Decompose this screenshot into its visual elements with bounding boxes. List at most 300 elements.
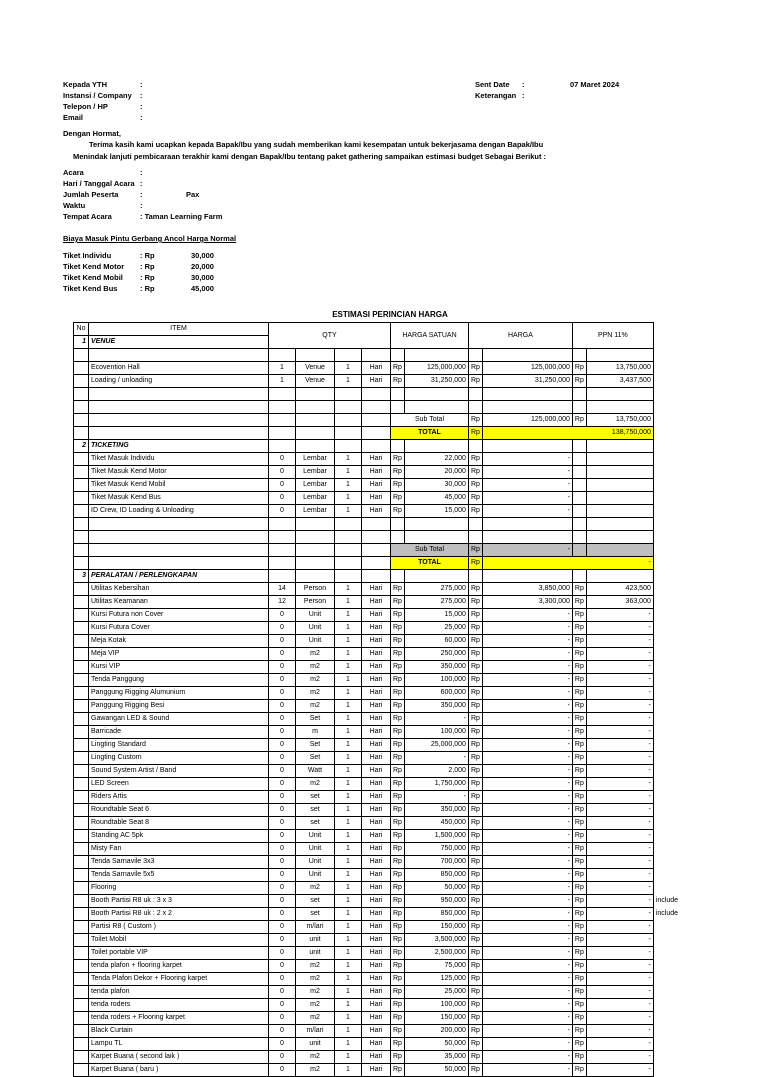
note [653,635,689,648]
price: - [482,817,572,830]
currency: Rp [572,1064,586,1077]
qty-value: 0 [269,817,296,830]
empty-cell [586,570,653,583]
ppn: - [586,882,653,895]
duration-unit: Hari [362,843,391,856]
currency: Rp [572,661,586,674]
qty-unit: m2 [296,1064,335,1077]
ppn: - [586,661,653,674]
qty-unit: m2 [296,999,335,1012]
ppn: - [586,648,653,661]
qty-unit: m2 [296,960,335,973]
currency: Rp [572,804,586,817]
qty-value: 0 [269,895,296,908]
currency: Rp [391,869,405,882]
qty-value: 0 [269,466,296,479]
table-row [74,752,690,765]
duration-value: 1 [335,687,362,700]
duration-unit: Hari [362,934,391,947]
empty-cell [586,388,653,401]
currency: Rp [391,1064,405,1077]
qty-value: 0 [269,804,296,817]
empty-cell [89,349,269,362]
duration-value: 1 [335,674,362,687]
empty-cell [296,544,335,557]
currency: Rp [391,622,405,635]
unit-price: 600,000 [404,687,468,700]
ppn: - [586,817,653,830]
table-row [74,830,690,843]
duration-value: 1 [335,596,362,609]
currency [572,453,586,466]
currency: Rp [391,882,405,895]
note [653,362,689,375]
ppn: - [586,674,653,687]
ppn: - [586,804,653,817]
section-number: 3 [74,570,89,583]
empty-cell [335,544,362,557]
table-row [74,765,690,778]
empty-cell [74,960,89,973]
empty-cell [74,1038,89,1051]
ppn: - [586,934,653,947]
note [653,674,689,687]
empty-cell [296,414,335,427]
empty-cell [296,401,335,414]
currency: Rp [468,752,482,765]
currency: Rp [572,609,586,622]
qty-unit: m2 [296,882,335,895]
empty-cell [404,349,468,362]
empty-cell [74,921,89,934]
currency: Rp [468,375,482,388]
qty-unit: set [296,791,335,804]
empty-cell [74,804,89,817]
currency: Rp [468,739,482,752]
empty-cell [362,440,391,453]
empty-cell [404,518,468,531]
duration-unit: Hari [362,739,391,752]
duration-value: 1 [335,752,362,765]
section-row [74,440,690,453]
sent-date-label: Sent Date [475,80,510,89]
item-name: LED Screen [89,778,269,791]
currency: Rp [468,596,482,609]
intro-paragraph-2: Menindak lanjuti pembicaraan terakhir kami dengan Bapak/Ibu tentang paket gathering sampaikan estimasi budget Sebagai Berikut : [73,152,547,161]
empty-cell [653,544,689,557]
empty-cell [74,1012,89,1025]
empty-cell [74,700,89,713]
currency: Rp [391,817,405,830]
duration-unit: Hari [362,1025,391,1038]
currency: Rp [391,1012,405,1025]
item-name: Lampu TL [89,1038,269,1051]
duration-unit: Hari [362,999,391,1012]
empty-cell [335,349,362,362]
currency: Rp [572,947,586,960]
currency: Rp [468,973,482,986]
qty-value: 0 [269,999,296,1012]
empty-cell [74,596,89,609]
subtotal-row [74,544,690,557]
price: - [482,453,572,466]
qty-unit: Unit [296,856,335,869]
currency: Rp [391,609,405,622]
currency: Rp [572,1025,586,1038]
note [653,505,689,518]
currency: Rp [468,960,482,973]
duration-value: 1 [335,661,362,674]
qty-unit: unit [296,934,335,947]
note [653,726,689,739]
qty-value: 0 [269,908,296,921]
note [653,622,689,635]
currency: Rp [468,505,482,518]
ppn [586,492,653,505]
currency: Rp [391,947,405,960]
unit-price: 850,000 [404,869,468,882]
empty-cell [653,531,689,544]
note [653,1038,689,1051]
table-row [74,609,690,622]
unit-price: - [404,752,468,765]
duration-value: 1 [335,830,362,843]
empty-cell [74,830,89,843]
table-row [74,479,690,492]
ppn: - [586,1025,653,1038]
greeting: Dengan Hormat, [63,129,121,138]
unit-price: 275,000 [404,596,468,609]
currency: Rp [391,505,405,518]
duration-value: 1 [335,999,362,1012]
empty-cell [391,388,405,401]
qty-unit: m2 [296,674,335,687]
duration-value: 1 [335,895,362,908]
price: - [482,765,572,778]
empty-cell [74,661,89,674]
table-row [74,895,690,908]
ppn: - [586,908,653,921]
unit-price: 125,000 [404,973,468,986]
note [653,973,689,986]
currency: Rp [572,1051,586,1064]
ppn: - [586,726,653,739]
qty-unit: m [296,726,335,739]
currency: Rp [468,1064,482,1077]
table-row [74,986,690,999]
duration-value: 1 [335,882,362,895]
qty-value: 0 [269,960,296,973]
empty-cell [482,518,572,531]
currency: Rp [391,687,405,700]
unit-price: 1,750,000 [404,778,468,791]
note [653,791,689,804]
table-row [74,648,690,661]
empty-cell [335,531,362,544]
empty-cell [74,648,89,661]
item-name: Tenda Sarnavile 5x5 [89,869,269,882]
qty-value: 0 [269,492,296,505]
qty-value: 0 [269,674,296,687]
duration-unit: Hari [362,505,391,518]
qty-unit: Set [296,752,335,765]
qty-value: 0 [269,882,296,895]
currency: Rp [391,999,405,1012]
item-name: Kursi VIP [89,661,269,674]
qty-value: 0 [269,947,296,960]
empty-cell [74,479,89,492]
empty-cell [391,531,405,544]
qty-unit: Venue [296,362,335,375]
ppn: - [586,986,653,999]
duration-value: 1 [335,1051,362,1064]
currency: Rp [391,375,405,388]
currency: Rp [468,804,482,817]
duration-value: 1 [335,492,362,505]
currency: Rp [391,700,405,713]
empty-cell [468,570,482,583]
price: - [482,479,572,492]
price: - [482,895,572,908]
price: - [482,739,572,752]
currency: Rp [572,934,586,947]
unit-price: 1,500,000 [404,830,468,843]
duration-value: 1 [335,1012,362,1025]
currency: Rp [572,856,586,869]
ppn: - [586,635,653,648]
duration-unit: Hari [362,882,391,895]
table-row [74,635,690,648]
currency: Rp [468,830,482,843]
currency: Rp [572,921,586,934]
blank-row [74,518,690,531]
currency: Rp [391,1038,405,1051]
unit-price: 25,000 [404,986,468,999]
empty-cell [362,388,391,401]
duration-value: 1 [335,869,362,882]
table-row [74,362,690,375]
price: - [482,791,572,804]
total-value: 138,750,000 [482,427,653,440]
duration-value: 1 [335,466,362,479]
qty-unit: Unit [296,869,335,882]
qty-unit: m/lari [296,921,335,934]
empty-cell [468,349,482,362]
duration-unit: Hari [362,674,391,687]
table-row [74,921,690,934]
currency: Rp [572,687,586,700]
qty-value: 0 [269,739,296,752]
qty-unit: Lembar [296,505,335,518]
table-row [74,999,690,1012]
price: - [482,713,572,726]
unit-price: 350,000 [404,700,468,713]
unit-price: 700,000 [404,856,468,869]
currency: Rp [391,830,405,843]
empty-cell [335,440,362,453]
item-name: tenda plafon [89,986,269,999]
empty-cell [362,570,391,583]
item-name: Lingting Standard [89,739,269,752]
empty-cell [269,349,296,362]
empty-cell [586,349,653,362]
duration-unit: Hari [362,700,391,713]
empty-cell [296,570,335,583]
duration-unit: Hari [362,713,391,726]
ppn: - [586,791,653,804]
empty-cell [74,882,89,895]
duration-unit: Hari [362,947,391,960]
currency: Rp [468,713,482,726]
duration-unit: Hari [362,804,391,817]
ppn: - [586,765,653,778]
unit-price: 750,000 [404,843,468,856]
qty-value: 0 [269,791,296,804]
item-name: Tiket Masuk Kend Bus [89,492,269,505]
currency: Rp [391,635,405,648]
item-name: Tenda Plafon Dekor + Flooring karpet [89,973,269,986]
price: - [482,466,572,479]
currency: Rp [572,674,586,687]
qty-value: 1 [269,375,296,388]
table-row [74,700,690,713]
blank-row [74,388,690,401]
unit-price: 250,000 [404,648,468,661]
section-title: VENUE [89,336,269,349]
qty-unit: m2 [296,1012,335,1025]
qty-unit: m2 [296,661,335,674]
duration-value: 1 [335,622,362,635]
qty-unit: Person [296,583,335,596]
empty-cell [468,518,482,531]
price: - [482,804,572,817]
currency: Rp [572,778,586,791]
currency: Rp [468,414,482,427]
empty-cell [74,362,89,375]
unit-price: 31,250,000 [404,375,468,388]
table-row [74,843,690,856]
currency: Rp [391,1051,405,1064]
currency: Rp [572,960,586,973]
price: - [482,869,572,882]
empty-cell [269,531,296,544]
qty-value: 0 [269,713,296,726]
unit-price: - [404,791,468,804]
col-no: No [74,323,89,336]
empty-cell [74,531,89,544]
price: - [482,726,572,739]
currency: Rp [468,765,482,778]
empty-cell [74,388,89,401]
empty-cell [74,817,89,830]
unit-price: 2,500,000 [404,947,468,960]
empty-cell [391,440,405,453]
qty-value: 0 [269,609,296,622]
ppn: - [586,843,653,856]
duration-unit: Hari [362,1012,391,1025]
currency: Rp [572,895,586,908]
table-row [74,908,690,921]
qty-unit: m2 [296,778,335,791]
currency: Rp [391,596,405,609]
estimate-table [73,322,690,1077]
empty-cell [653,570,689,583]
unit-price: 200,000 [404,1025,468,1038]
item-name: Toilet portable VIP [89,947,269,960]
unit-price: 20,000 [404,466,468,479]
price: - [482,1038,572,1051]
duration-unit: Hari [362,661,391,674]
unit-price: 350,000 [404,804,468,817]
duration-unit: Hari [362,895,391,908]
table-row [74,934,690,947]
currency: Rp [468,583,482,596]
duration-unit: Hari [362,583,391,596]
price: - [482,1064,572,1077]
table-row [74,466,690,479]
note [653,1051,689,1064]
currency: Rp [391,791,405,804]
currency [572,544,586,557]
note [653,1012,689,1025]
total-value: - [482,557,653,570]
empty-cell [468,440,482,453]
duration-value: 1 [335,739,362,752]
currency: Rp [468,882,482,895]
currency [572,466,586,479]
empty-cell [404,440,468,453]
empty-cell [74,518,89,531]
currency: Rp [468,557,482,570]
currency: Rp [468,453,482,466]
empty-cell [269,440,296,453]
empty-cell [74,986,89,999]
table-row [74,856,690,869]
qty-unit: m2 [296,687,335,700]
currency: Rp [391,921,405,934]
currency: Rp [572,908,586,921]
qty-value: 0 [269,726,296,739]
currency: Rp [572,739,586,752]
qty-unit: m2 [296,973,335,986]
duration-unit: Hari [362,362,391,375]
empty-cell [572,401,586,414]
unit-price: 30,000 [404,479,468,492]
qty-unit: set [296,908,335,921]
empty-cell [296,349,335,362]
item-name: tenda roders [89,999,269,1012]
item-name: Tiket Masuk Kend Mobil [89,479,269,492]
empty-cell [74,947,89,960]
ppn: - [586,999,653,1012]
currency: Rp [572,973,586,986]
table-row [74,1025,690,1038]
currency: Rp [391,934,405,947]
blank-row [74,401,690,414]
empty-cell [74,674,89,687]
subtotal-ppn [586,544,653,557]
table-row [74,726,690,739]
ppn: 363,000 [586,596,653,609]
currency: Rp [391,726,405,739]
unit-price: 100,000 [404,999,468,1012]
unit-price: 50,000 [404,882,468,895]
empty-cell [404,401,468,414]
blank-row [74,349,690,362]
ppn: - [586,622,653,635]
qty-value: 0 [269,1025,296,1038]
currency: Rp [468,934,482,947]
